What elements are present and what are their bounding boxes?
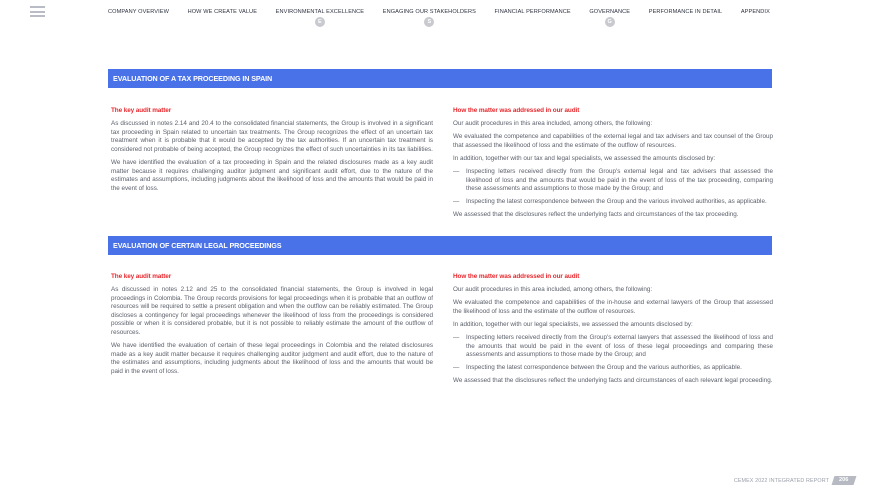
- nav-performance-in-detail[interactable]: PERFORMANCE IN DETAIL: [648, 9, 723, 15]
- paragraph: We assessed that the disclosures reflect the underlying facts and circumstances of each relevant legal proceeding.: [453, 377, 773, 385]
- environmental-badge-icon: E: [315, 17, 325, 27]
- top-navigation: [108, 9, 770, 25]
- menu-icon[interactable]: [30, 6, 45, 17]
- paragraph: We evaluated the competence and capabilities of the external legal and tax advisers and tax counsel of the Group that assessed the likelihood of loss and the estimate of the outflow of resources.: [453, 133, 773, 149]
- key-audit-matter-column: [111, 273, 433, 381]
- paragraph: We assessed that the disclosures reflect the underlying facts and circumstances of the tax proceeding.: [453, 211, 739, 219]
- nav-environmental-excellence[interactable]: ENVIRONMENTAL EXCELLENCE E: [275, 9, 365, 25]
- paragraph: We have identified the evaluation of certain of these legal proceedings in Colombia and the related disclosures made as a key audit matter because it requires challenging auditor judgment and audit effort, due to the nature of the estimates and assumptions, including judgments about the likelihood of loss and the amounts that would be paid in the event of loss.: [111, 342, 433, 375]
- dash-bullet-icon: —: [453, 364, 460, 372]
- nav-company-overview[interactable]: COMPANY OVERVIEW: [108, 9, 169, 15]
- paragraph: In addition, together with our legal specialists, we assessed the amounts disclosed by:: [453, 320, 693, 328]
- audit-response-column: [453, 107, 773, 224]
- audit-response-heading: How the matter was addressed in our audit: [453, 273, 580, 280]
- list-item: — Inspecting letters received directly from the Group's external lawyers that assessed the likelihood of loss and the amounts that would be paid in the event of loss of these legal proceedings and comparing these assessments and assumptions to those made by the Group; and: [453, 333, 773, 359]
- list-item: — Inspecting letters received directly from the Group's external legal and tax advisers that assessed the likelihood of loss and the amounts that would be paid in the event of loss of the tax proceeding, comparing these assessments and assumptions to those made by the Group; and: [453, 167, 773, 193]
- dash-bullet-icon: —: [453, 198, 460, 206]
- nav-governance[interactable]: GOVERNANCE G: [589, 9, 631, 25]
- key-audit-matter-column: [111, 107, 433, 198]
- report-title: CEMEX 2022 INTEGRATED REPORT: [733, 477, 829, 484]
- paragraph: As discussed in notes 2.14 and 20.4 to the consolidated financial statements, the Group is involved in a significant tax proceeding in Spain related to uncertain tax treatments. The Group recognizes the effect of an uncertain tax treatment when it is probable that it would be accepted by the tax authorities. If an uncertain tax treatment is considered not probable of being accepted, the Group recognizes the effect of such uncertainties in its tax liabilities.: [111, 120, 433, 153]
- page-number: 206: [832, 476, 857, 485]
- list-item: — Inspecting the latest correspondence between the Group and the various involved authorities, as applicable.: [453, 198, 767, 206]
- nav-engaging-stakeholders[interactable]: ENGAGING OUR STAKEHOLDERS S: [382, 9, 476, 25]
- nav-appendix[interactable]: APPENDIX: [740, 9, 770, 15]
- audit-response-column: [453, 273, 773, 390]
- paragraph: We evaluated the competence and capabilities of the in-house and external lawyers of the Group that assessed the likelihood of loss and the estimate of the outflow of resources.: [453, 299, 773, 315]
- paragraph: In addition, together with our tax and legal specialists, we assessed the amounts disclosed by:: [453, 154, 716, 162]
- dash-bullet-icon: —: [453, 167, 460, 175]
- nav-financial-performance[interactable]: FINANCIAL PERFORMANCE: [494, 9, 571, 15]
- paragraph: As discussed in notes 2.12 and 25 to the consolidated financial statements, the Group is involved in legal proceedings in Colombia. The Group records provisions for legal proceedings when it is probable that an outflow of resources will be required to settle a present obligation and when the outflow can be reliably estimated. The Group discloses a contingency for legal proceedings whenever the likelihood of loss from the proceedings is considered possible or when it is considered probable, but it is not possible to reliably estimate the amount of the outflow of resources.: [111, 286, 433, 337]
- governance-badge-icon: G: [605, 17, 615, 27]
- dash-bullet-icon: —: [453, 333, 460, 341]
- paragraph: Our audit procedures in this area included, among others, the following:: [453, 286, 653, 294]
- key-audit-matter-heading: The key audit matter: [111, 273, 172, 280]
- section-title: EVALUATION OF CERTAIN LEGAL PROCEEDINGS: [108, 236, 772, 255]
- social-badge-icon: S: [424, 17, 434, 27]
- paragraph: We have identified the evaluation of a tax proceeding in Spain and the related disclosures made as a key audit matter because it requires challenging auditor judgment and significant audit effort, due to the nature of the estimates and assumptions, including judgments about the likelihood of loss and the amounts that would be paid in the event of loss.: [111, 158, 433, 192]
- footer: [734, 476, 855, 485]
- list-item: — Inspecting the latest correspondence between the Group and the various authorities, as applicable.: [453, 364, 742, 372]
- paragraph: Our audit procedures in this area included, among others, the following:: [453, 120, 653, 128]
- section-title: EVALUATION OF A TAX PROCEEDING IN SPAIN: [108, 69, 772, 88]
- audit-response-heading: How the matter was addressed in our audit: [453, 107, 580, 114]
- nav-how-we-create-value[interactable]: HOW WE CREATE VALUE: [187, 9, 258, 15]
- key-audit-matter-heading: The key audit matter: [111, 107, 172, 114]
